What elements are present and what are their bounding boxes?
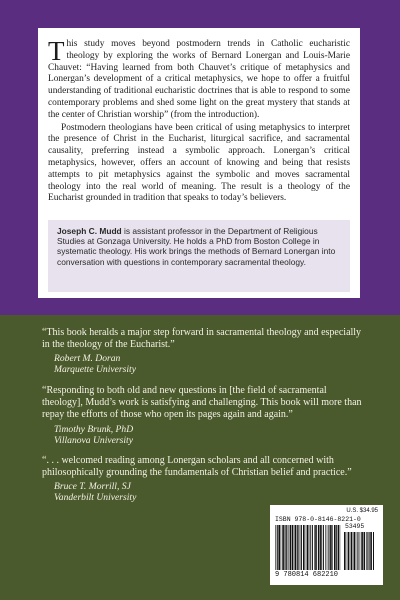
barcode-bar <box>314 525 315 570</box>
endorser-name: Bruce T. Morrill, SJ <box>54 481 131 493</box>
barcode-bar <box>288 525 289 570</box>
endorsement-2 <box>42 385 362 446</box>
barcode-bar <box>348 532 349 570</box>
isbn-label: ISBN 978-0-8146-8221-0 <box>275 516 361 523</box>
barcode-bar <box>303 525 305 570</box>
description-paragraph-1 <box>48 36 350 122</box>
addon-barcode <box>344 532 374 570</box>
barcode-bar <box>278 525 280 570</box>
endorser-affiliation: Vanderbilt University <box>54 492 137 504</box>
drop-cap: T <box>48 36 65 66</box>
barcode-bar <box>290 525 292 570</box>
endorser-name: Timothy Brunk, PhD <box>54 423 134 435</box>
barcode-bar <box>369 532 370 570</box>
barcode-bar <box>323 525 324 570</box>
barcode-bar <box>373 532 374 570</box>
barcode-bar <box>336 525 337 570</box>
barcode-bar <box>325 525 326 570</box>
endorsement-3 <box>42 455 360 503</box>
endorsement-quote: “Responding to both old and new questions in [the field of sacramental theology], Mudd’s work is satisfying and challenging. This book will more than repay the efforts of those who open its pages again and again.” <box>42 385 362 421</box>
barcode-bar <box>344 532 346 570</box>
barcode-bar <box>320 525 322 570</box>
endorser-affiliation: Marquette University <box>54 364 136 376</box>
barcode-bar <box>310 525 311 570</box>
barcode-bar <box>297 525 298 570</box>
barcode-bar <box>338 525 339 570</box>
barcode-bar <box>364 532 366 570</box>
barcode-bar <box>366 532 367 570</box>
barcode-bar <box>301 525 302 570</box>
barcode-bar <box>367 532 368 570</box>
addon-number: 53495 <box>345 523 365 530</box>
barcode-bar <box>332 525 333 570</box>
barcode-number: 9 780814 682210 <box>275 571 339 579</box>
barcode-bar <box>315 525 317 570</box>
barcode-bar <box>347 532 348 570</box>
barcode-box <box>270 505 383 585</box>
endorsement-quote: “. . . welcomed reading among Lonergan scholars and all concerned with philosophically grounding the fundamentals of Christian belief and practice.” <box>42 455 352 479</box>
barcode-bar <box>356 532 357 570</box>
barcode-bar <box>370 532 372 570</box>
barcode-bar <box>351 532 353 570</box>
barcode-bar <box>277 525 278 570</box>
author-bio-text: is assistant professor in the Department of Religious Studies at Gonzaga University. He holds a PhD from Boston College in systematic theology. His work brings the methods of Bernard Lonergan into conversation with questions in contemporary sacramental theology. <box>57 226 336 267</box>
barcode-bar <box>281 525 282 570</box>
barcode-bar <box>292 525 294 570</box>
barcode-bar <box>307 525 309 570</box>
endorsement-quote: “This book heralds a major step forward in sacramental theology and especially in the theology of the Eucharist.” <box>42 327 362 351</box>
barcode-bar <box>340 525 341 570</box>
barcode-bar <box>306 525 307 570</box>
barcode-bar <box>298 525 299 570</box>
barcode-bar <box>360 532 361 570</box>
barcode-bar <box>312 525 313 570</box>
description-text-1: his study moves beyond postmodern trends in Catholic eucharistic theology by exploring the works of Bernard Lonergan and Louis-Marie Chauvet: “Having learned from both Chauvet’s critique of metaphysics and Lonergan’s development of a critical metaphysics, we hope to offer a fruitful understanding of traditional eucharistic doctrines that is able to respond to some contemporary problems and shed some light on the great mystery that stands at the center of Christian worship” (from the introduction). <box>48 39 350 120</box>
barcode-bar <box>295 525 297 570</box>
endorser-affiliation: Villanova University <box>54 434 133 446</box>
barcode-bar <box>330 525 332 570</box>
barcode-bar <box>286 525 287 570</box>
barcode-bar <box>350 532 351 570</box>
barcode-bar <box>285 525 286 570</box>
author-name: Joseph C. Mudd <box>57 226 122 236</box>
barcode-bar <box>334 525 336 570</box>
barcode-bar <box>300 525 301 570</box>
barcode-bars-row <box>275 525 378 570</box>
author-bio-box <box>48 220 350 292</box>
addon-barcode-wrap <box>344 523 374 570</box>
barcode-bar <box>318 525 320 570</box>
endorsement-1 <box>42 327 362 375</box>
barcode-bar <box>328 525 329 570</box>
description-paragraph-2: Postmodern theologians have been critical of using metaphysics to interpret the presence of Christ in the Eucharist, liturgical sacrifice, and sacramental causality, preferring instead a symbolic approach. Lonergan’s critical metaphysics, however, offers an account of knowing and being that resists attempts to pit metaphysics against the symbolic and moves sacramental theology into the real world of meaning. The result is a theology of the Eucharist grounded in tradition that speaks to today’s believers. <box>48 122 350 204</box>
description-panel <box>38 28 360 298</box>
endorser-name: Robert M. Doran <box>54 353 121 365</box>
barcode-bar <box>282 525 284 570</box>
price-label: U.S. $34.95 <box>346 508 378 514</box>
ean-barcode <box>275 525 341 570</box>
barcode-bar <box>327 525 328 570</box>
barcode-bar <box>275 525 276 570</box>
barcode-bar <box>354 532 356 570</box>
barcode-bar <box>361 532 363 570</box>
barcode-bar <box>357 532 358 570</box>
